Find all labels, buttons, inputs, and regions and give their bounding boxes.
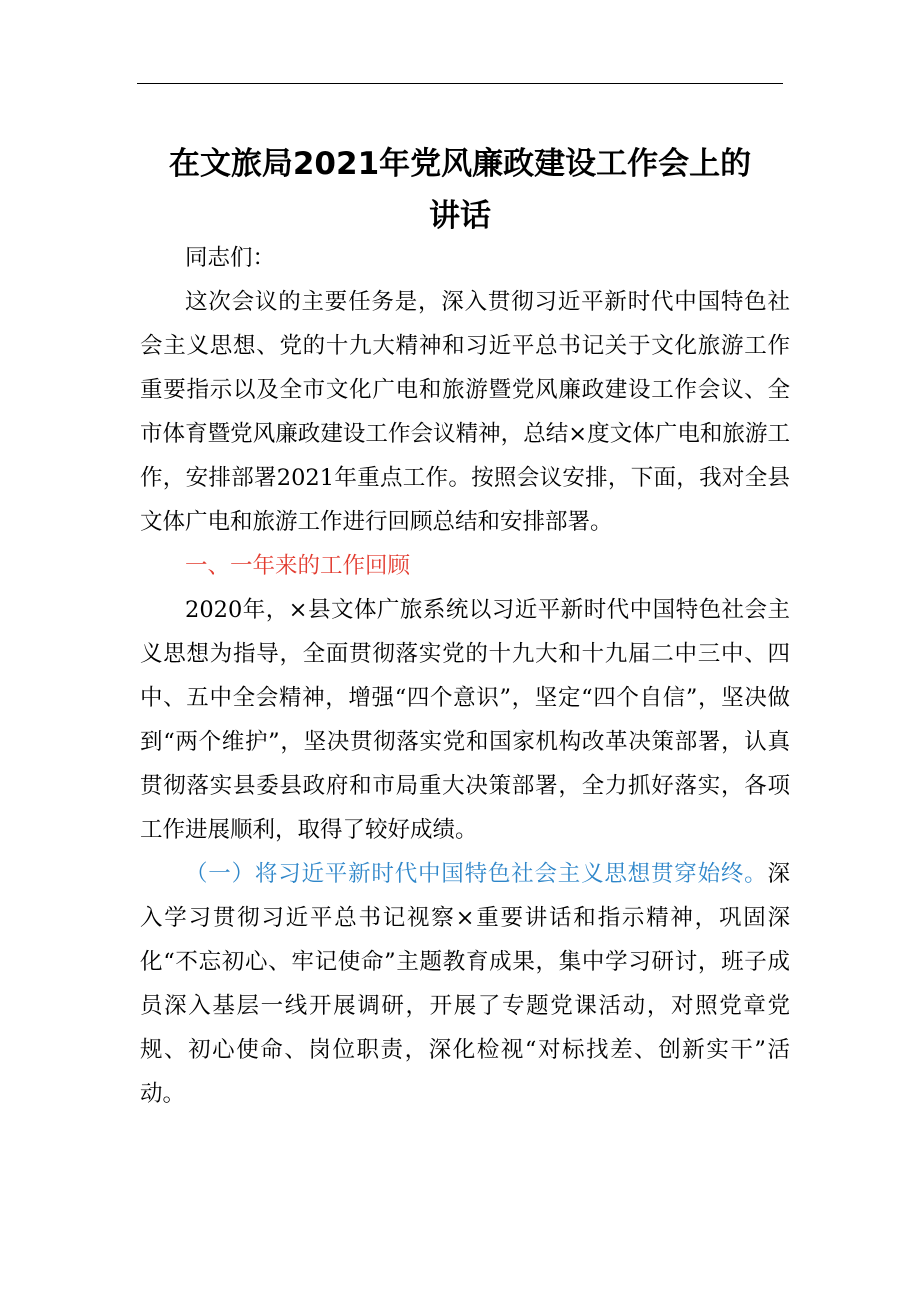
subsection-heading: （一）将习近平新时代中国特色社会主义思想贯穿始终。: [185, 861, 768, 887]
subsection-paragraph: [140, 852, 790, 1116]
document-title: [137, 138, 783, 242]
intro-paragraph: 这次会议的主要任务是，深入贯彻习近平新时代中国特色社会主义思想、党的十九大精神和习近平总书记关于文化旅游工作重要指示以及全市文化广电和旅游暨党风廉政建设工作会议、全市体育暨党风廉政建设工作会议精神，总结×度文体广电和旅游工作，安排部署2021年重点工作。按照会议安排，下面，我对全县文体广电和旅游工作进行回顾总结和安排部署。: [140, 289, 790, 535]
subsection-text: 深入学习贯彻习近平总书记视察×重要讲话和指示精神，巩固深化“不忘初心、牢记使命”主题教育成果，集中学习研讨，班子成员深入基层一线开展调研，开展了专题党课活动，对照党章党规、初心使命、岗位职责，深化检视“对标找差、创新实干”活动。: [140, 861, 790, 1107]
salutation: 同志们：: [185, 245, 276, 271]
section-paragraph: 2020年，×县文体广旅系统以习近平新时代中国特色社会主义思想为指导，全面贯彻落实党的十九大和十九届二中三中、四中、五中全会精神，增强“四个意识”，坚定“四个自信”，坚决做到“两个维护”，坚决贯彻落实党和国家机构改革决策部署，认真贯彻落实县委县政府和市局重大决策部署，全力抓好落实，各项工作进展顺利，取得了较好成绩。: [140, 597, 790, 843]
title-line-1: 在文旅局2021年党风廉政建设工作会上的: [168, 146, 752, 182]
header-rule: [137, 83, 783, 84]
document-body: [140, 232, 790, 1116]
title-line-2: 讲话: [429, 198, 491, 234]
section-heading: 一、一年来的工作回顾: [185, 553, 411, 579]
